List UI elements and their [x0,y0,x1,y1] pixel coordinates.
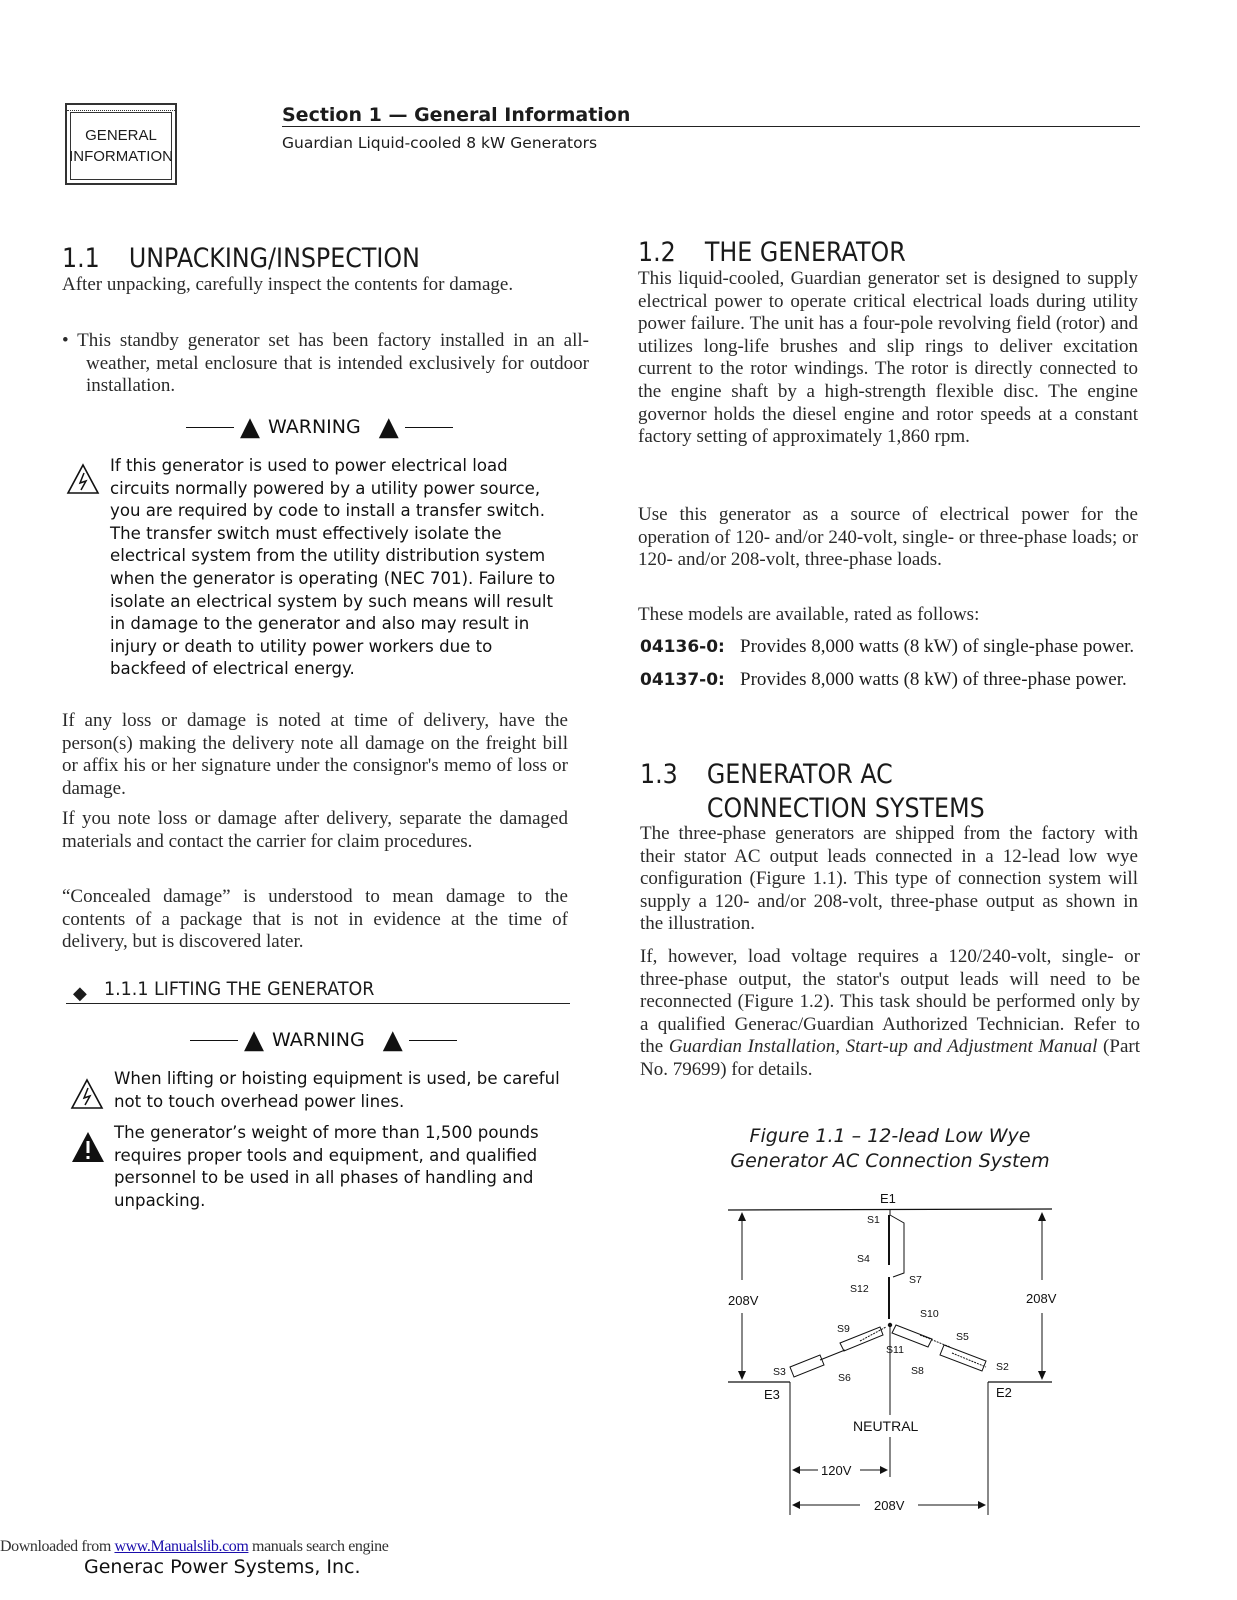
paragraph: The three-phase generators are shipped from the factory with their stator AC output leads connected in a 12-lead low wye configuration (Figure 1.1). This type of connection system will supply a 120- and/or 208-volt, three-phase output as shown in the illustration. [640,823,1138,935]
subsection-rule [66,1003,570,1004]
warning-banner [186,414,453,440]
heading-1-2 [638,236,906,270]
model-description: Provides 8,000 watts (8 kW) of three-phase power. [740,668,1127,690]
label-s7: S7 [909,1274,922,1286]
model-row [640,669,1138,692]
tab-decoration [67,106,175,111]
company-footer: Generac Power Systems, Inc. [84,1556,361,1578]
tab-line-2: INFORMATION [69,148,173,165]
label-s11: S11 [886,1344,904,1356]
manual-title: Guardian Installation, Start-up and Adjustment Manual [668,1036,1098,1058]
electric-hazard-icon [66,463,100,501]
header-rule [282,126,1140,127]
warning-label: WARNING [272,1029,365,1051]
paragraph: After unpacking, carefully inspect the contents for damage. [62,274,514,295]
caption-line-1: Figure 1.1 – 12-lead Low Wye [749,1125,1031,1147]
warning-text: The generator’s weight of more than 1,500 pounds requires proper tools and equipment, and qualified personnel to be used in all phases of handling and unpacking. [114,1123,539,1210]
warning-text: When lifting or hoisting equipment is used, be careful not to touch overhead power lines. [114,1069,560,1111]
label-s6: S6 [838,1372,851,1384]
paragraph: Use this generator as a source of electrical power for the operation of 120- and/or 240-volt, single- or three-phase loads; or 120- and/or 208-volt, three-phase loads. [638,504,1138,571]
paragraph: “Concealed damage” is understood to mean damage to the contents of a package that is not in evidence at the time of delivery, but is discovered later. [62,886,568,953]
model-row [640,636,1138,659]
label-s2: S2 [996,1361,1009,1373]
label-s5: S5 [956,1331,969,1343]
footer-suffix: manuals search engine [248,1538,389,1555]
heading-text: THE GENERATOR [704,237,906,268]
manualslib-link[interactable]: www.Manualslib.com [114,1538,249,1555]
warning-triangle-icon: ▲ [240,412,260,442]
model-description: Provides 8,000 watts (8 kW) of single-phase power. [740,636,1135,657]
warning-text: If this generator is used to power electrical load circuits normally powered by a utility power source, you are required by code to install a transfer switch. The transfer switch must effectively isolate the electrical system from the utility distribution system when the generator is operating (NEC 701). Failure to isolate an electrical system by such means will result in damage to the generator and also may result in injury or death to utility power workers due to backfeed of electrical energy. [110,456,556,679]
warning-banner [190,1027,457,1053]
section-tab [65,103,177,185]
warning-triangle-icon: ▲ [378,412,399,442]
footer-prefix: Downloaded from [0,1538,115,1555]
paragraph: These models are available, rated as follows: [638,604,980,625]
paragraph-text: If, however, load voltage requires a 120/240-volt, single- or three-phase output, the stator's output leads will need to be reconnected (Figure 1.2). This task should be performed only by a qualified Generac/Guardian Authorized Technician. Refer to the [640,946,1140,1058]
label-left-voltage: 208V [728,1293,759,1308]
label-s10: S10 [920,1308,939,1320]
label-e1: E1 [880,1191,896,1206]
warning-filled-icon [70,1130,106,1170]
bullet-item: • This standby generator set has been factory installed in an all-weather, metal enclosure that is intended exclusively for outdoor installation. [62,330,589,397]
heading-number: 1.1 [62,243,100,274]
label-e2: E2 [996,1385,1012,1400]
heading-1-1 [62,242,420,276]
heading-number: 1.2 [638,237,676,268]
diamond-bullet-icon: ◆ [73,983,87,1003]
section-title: Section 1 — General Information [282,104,631,126]
heading-1-3 [640,758,985,826]
label-e3: E3 [764,1387,780,1402]
heading-text-line-2: CONNECTION SYSTEMS [706,793,985,824]
label-right-voltage: 208V [1026,1291,1057,1306]
warning-label: WARNING [268,416,361,438]
electric-hazard-icon [70,1078,104,1116]
label-s4: S4 [857,1253,870,1265]
label-s9: S9 [837,1323,850,1335]
label-s12: S12 [850,1283,869,1295]
label-208v-bottom: 208V [874,1498,905,1513]
paragraph: If you note loss or damage after delivery, separate the damaged materials and contact the carrier for claim procedures. [62,808,568,852]
label-120v: 120V [821,1463,852,1478]
paragraph: This liquid-cooled, Guardian generator set is designed to supply electrical power to operate critical electrical loads during utility power failure. The unit has a four-pole revolving field (rotor) and utilizes long-life brushes and slip rings to deliver excitation current to the rotor windings. The rotor is directly connected to the engine shaft by a high-strength flexible disc. The engine governor holds the diesel engine and rotor speeds at a constant factory setting of approximately 1,860 rpm. [638,268,1138,448]
figure-caption [670,1124,1110,1174]
label-s8: S8 [911,1365,924,1377]
label-neutral: NEUTRAL [853,1418,919,1434]
paragraph: If any loss or damage is noted at time of delivery, have the person(s) making the delivery note all damage on the freight bill or affix his or her signature under the consignor's memo of loss or damage. [62,710,568,799]
heading-text: UNPACKING/INSPECTION [128,243,420,274]
heading-number: 1.3 [640,759,678,790]
model-list [640,636,1138,691]
heading-text: GENERATOR AC [706,759,893,790]
label-s1: S1 [867,1214,880,1226]
wye-connection-diagram [720,1185,1060,1525]
download-footer [0,1538,388,1556]
paragraph [640,946,1140,1082]
section-subtitle: Guardian Liquid-cooled 8 kW Generators [282,134,598,152]
subsection-heading: 1.1.1 LIFTING THE GENERATOR [104,978,375,1000]
label-s3: S3 [773,1366,786,1378]
model-id: 04136-0: [640,637,725,657]
tab-label [70,112,172,180]
model-id: 04137-0: [640,669,725,690]
tab-line-1: GENERAL [85,127,157,144]
warning-triangle-icon: ▲ [244,1025,264,1055]
caption-line-2: Generator AC Connection System [730,1150,1050,1172]
paragraph-text: (Part No. 79699) for details. [640,1036,1140,1080]
warning-triangle-icon: ▲ [382,1025,403,1055]
